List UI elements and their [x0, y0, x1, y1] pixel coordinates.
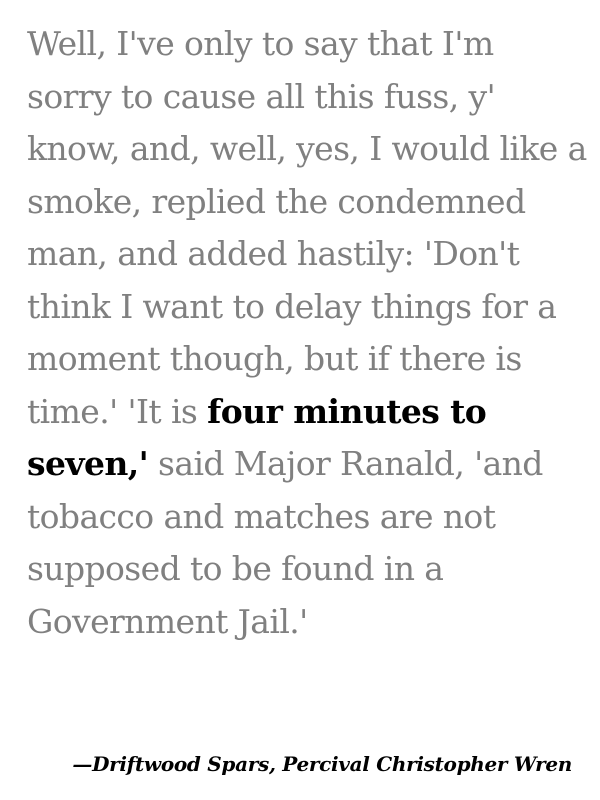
quote-attribution: [72, 752, 572, 776]
quote-text-after: said Major Ranald, 'and tobacco and matches are not supposed to be found in a Government Jail.': [27, 444, 543, 641]
quote-text-before: Well, I've only to say that I'm sorry to cause all this fuss, y' know, and, well, yes, I would like a smoke, replied the condemned man, and added hastily: 'Don't think I want to delay things for a moment though, but if there is time.' 'It is: [27, 24, 587, 431]
author-name: Percival Christopher Wren: [282, 752, 572, 776]
book-title: Driftwood Spars: [92, 752, 269, 776]
quote-text: [27, 18, 587, 648]
attribution-separator: ,: [268, 752, 283, 776]
quote-highlight-time: four minutes to seven,': [27, 391, 487, 483]
attribution-dash: —: [72, 752, 93, 776]
